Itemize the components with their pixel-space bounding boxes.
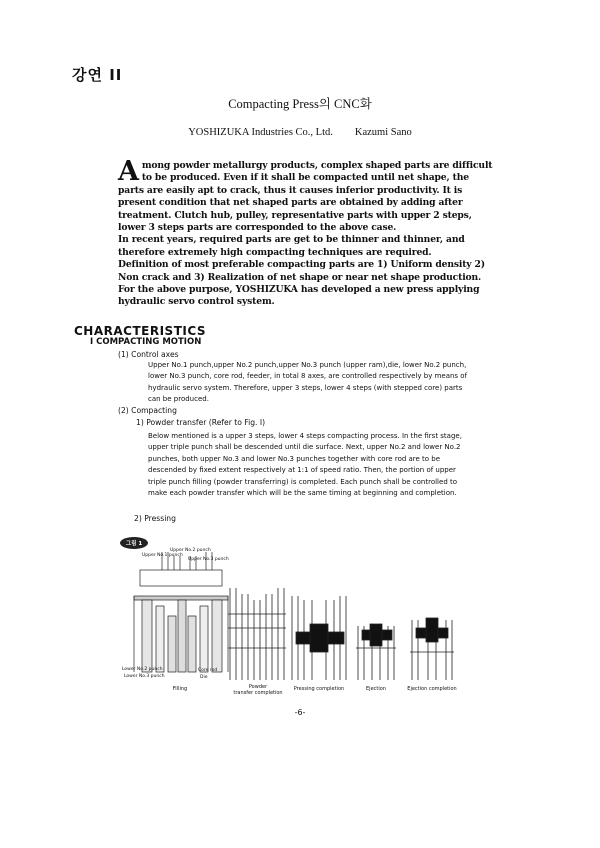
label-upper-no2: Upper No.2 punch — [170, 548, 211, 553]
page-number: -6- — [294, 708, 306, 717]
drop-cap: A — [118, 156, 139, 187]
lecture-label: 강연 II — [72, 66, 123, 84]
figure-badge-label: 그림 1 — [125, 541, 143, 547]
stage-filling — [134, 552, 228, 672]
caption-pressing-completion: Pressing completion — [293, 686, 345, 692]
label-upper-no3: Upper No.3 punch — [188, 557, 229, 562]
compacting-process-figure — [112, 530, 488, 700]
powder-transfer-heading: 1) Powder transfer (Refer to Fig. I) — [136, 418, 266, 427]
control-axes-text: Upper No.1 punch,upper No.2 punch,upper No.3 punch (upper ram),die, lower No.2 punch, lower No.3 punch, core rod, feeder, in total 8 axes, are controlled respectively by means of hydraulic servo system. Therefore, upper 3 steps, lower 4 steps (with stepped core) parts can be produced. — [148, 361, 468, 404]
label-upper-no1: Upper No.1 punch — [142, 553, 183, 558]
caption-ejection-completion: Ejection completion — [407, 686, 457, 692]
author-name: Kazumi Sano — [354, 127, 412, 138]
powder-transfer-text: Below mentioned is a upper 3 steps, lower 4 steps compacting process. In the first stage, upper triple punch shall be descended until die surface. Next, upper No.2 and lower No.2 punches, both upper No.3 and lower No.3 punches together with core rod are to be descended by fixed extent respectively at 1:1 of speed ratio. Then, the portion of upper triple punch filling (powder transferring) is completed. Each punch shall be controlled to make each powder transfer which will be the same timing at beginning and completion. — [148, 432, 462, 498]
label-lower-no2: Lower No.2 punch — [122, 667, 163, 672]
stage-pressing — [292, 596, 346, 680]
control-axes-heading: (1) Control axes — [118, 350, 179, 359]
stage-powder-transfer — [228, 588, 286, 680]
caption-powder: Powder — [248, 684, 268, 690]
page-title: Compacting Press의 CNC화 — [228, 97, 372, 111]
subsection-heading: I COMPACTING MOTION — [90, 337, 202, 347]
label-lower-no3: Lower No.3 punch — [124, 674, 165, 679]
abstract-paragraph: In recent years, required parts are get to be thinner and thinner, and therefore extremely high compacting techniques are required. — [118, 234, 465, 258]
company-name: YOSHIZUKA Industries Co., Ltd. — [188, 127, 333, 138]
stage-ejection — [356, 624, 396, 680]
byline — [0, 127, 600, 138]
caption-ejection: Ejection — [366, 686, 386, 692]
abstract-paragraph: For the above purpose, YOSHIZUKA has developed a new press applying hydraulic servo control system. — [118, 284, 480, 308]
abstract-paragraph: Definition of most preferable compacting parts are 1) Uniform density 2) Non crack and 3) Realization of net shape or near net shape production. — [118, 259, 485, 283]
section-heading: CHARACTERISTICS — [74, 324, 207, 338]
abstract-paragraph: Among powder metallurgy products, complex shaped parts are difficult to be produced. Even if it shall be compacted until net shape, the parts are easily apt to crack, thus it causes inferior productivity. It is present condition that net shaped parts are obtained by adding after treatment. Clutch hub, pulley, representative parts with upper 2 steps, lower 3 steps parts are corresponded to the above case. — [118, 156, 493, 234]
caption-filling: Filling — [172, 686, 188, 692]
stage-ejection-completion — [410, 618, 454, 680]
label-die: Die — [200, 675, 208, 680]
abstract — [118, 156, 494, 309]
pressing-heading: 2) Pressing — [134, 514, 176, 523]
caption-transfer-completion: transfer completion — [233, 690, 283, 696]
compacting-heading: (2) Compacting — [118, 406, 177, 415]
label-core-rod: Core rod — [198, 668, 218, 673]
